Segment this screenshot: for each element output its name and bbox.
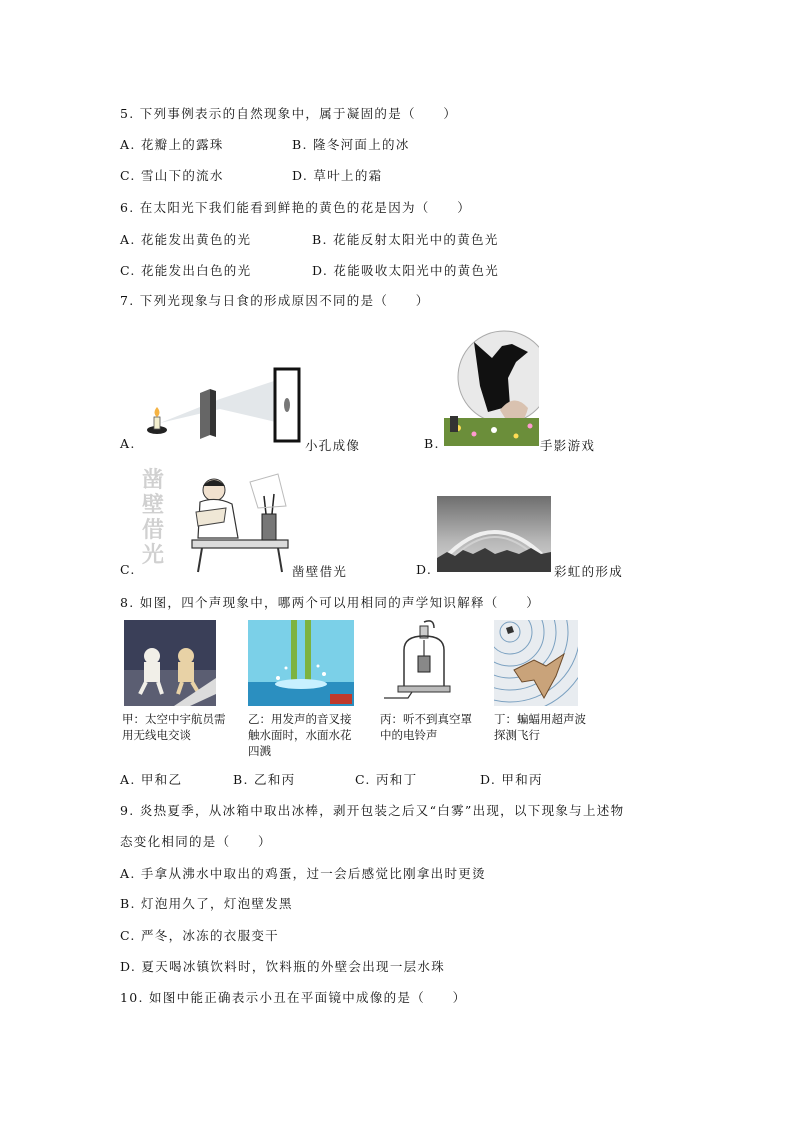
studying-image <box>142 468 290 574</box>
q6-option-c: C. 花能发出白色的光 <box>120 263 252 278</box>
q7-option-c-letter: C. <box>120 562 136 577</box>
q8-caption-ding: 丁：蝙蝠用超声波探测飞行 <box>494 712 586 742</box>
q9-stem-line2: 态变化相同的是（ ） <box>120 834 272 849</box>
hand-shadow-image <box>444 322 539 446</box>
astronauts-image <box>124 620 216 706</box>
q7-option-b-text: 手影游戏 <box>540 438 596 453</box>
q5-option-b: B. 隆冬河面上的冰 <box>292 137 410 152</box>
q9-option-a: A. 手拿从沸水中取出的鸡蛋，过一会后感觉比刚拿出时更烫 <box>120 866 486 881</box>
q8-option-b: B. 乙和丙 <box>233 772 296 787</box>
q5-stem: 5. 下列事例表示的自然现象中，属于凝固的是（ ） <box>120 106 458 121</box>
q9-option-d: D. 夏天喝冰镇饮料时，饮料瓶的外壁会出现一层水珠 <box>120 959 446 974</box>
q6-option-d: D. 花能吸收太阳光中的黄色光 <box>312 263 500 278</box>
q7-option-d-letter: D. <box>416 562 433 577</box>
q8-option-a: A. 甲和乙 <box>120 772 183 787</box>
q9-option-b: B. 灯泡用久了，灯泡壁发黑 <box>120 896 293 911</box>
q8-option-c: C. 丙和丁 <box>355 772 418 787</box>
bell-jar-image <box>380 616 456 706</box>
studying-image-text: 凿壁借光 <box>142 468 165 568</box>
q6-option-a: A. 花能发出黄色的光 <box>120 232 252 247</box>
q6-stem: 6. 在太阳光下我们能看到鲜艳的黄色的花是因为（ ） <box>120 200 472 215</box>
q8-caption-yi: 乙：用发声的音叉接触水面时，水面水花四溅 <box>248 712 352 758</box>
q10-stem: 10. 如图中能正确表示小丑在平面镜中成像的是（ ） <box>120 990 467 1005</box>
q5-option-c: C. 雪山下的流水 <box>120 168 224 183</box>
q7-option-a-letter: A. <box>120 436 136 451</box>
q8-stem: 8. 如图，四个声现象中，哪两个可以用相同的声学知识解释（ ） <box>120 595 541 610</box>
q7-option-b-letter: B. <box>424 436 440 451</box>
q7-stem: 7. 下列光现象与日食的形成原因不同的是（ ） <box>120 293 430 308</box>
q7-option-c-text: 凿壁借光 <box>292 564 348 579</box>
bat-image <box>494 620 578 706</box>
q9-stem-line1: 9. 炎热夏季，从冰箱中取出冰棒，剥开包装之后又“白雾”出现，以下现象与上述物 <box>120 803 625 818</box>
q9-option-c: C. 严冬，冰冻的衣服变干 <box>120 928 279 943</box>
pinhole-camera-image <box>140 365 305 445</box>
q8-option-d: D. 甲和丙 <box>480 772 543 787</box>
q8-caption-jia: 甲：太空中宇航员需用无线电交谈 <box>122 712 226 742</box>
tuning-fork-image <box>248 620 354 706</box>
q8-caption-bing: 丙：听不到真空罩中的电铃声 <box>380 712 472 742</box>
q5-option-a: A. 花瓣上的露珠 <box>120 137 224 152</box>
q5-option-d: D. 草叶上的霜 <box>292 168 383 183</box>
q7-option-a-text: 小孔成像 <box>305 438 361 453</box>
q7-option-d-text: 彩虹的形成 <box>554 564 624 579</box>
rainbow-image <box>437 496 551 572</box>
q6-option-b: B. 花能反射太阳光中的黄色光 <box>312 232 499 247</box>
